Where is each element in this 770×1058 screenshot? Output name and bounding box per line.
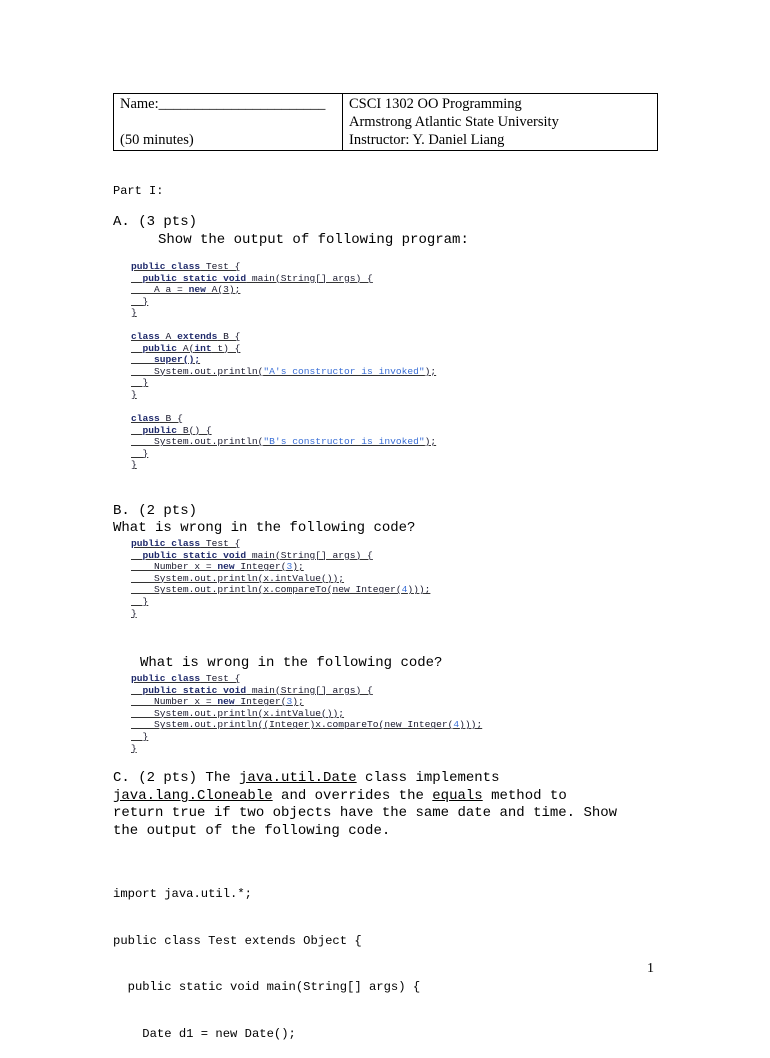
part-label: Part I: (113, 184, 164, 198)
code-line (131, 389, 436, 401)
code-token: System.out.println(x.intValue()); (131, 572, 345, 584)
code-line (131, 743, 482, 755)
section-a-prompt: Show the output of following program: (158, 232, 469, 248)
section-a-heading: A. (3 pts) (113, 214, 198, 230)
code-line (131, 608, 430, 620)
code-token: System.out.println( (131, 365, 264, 377)
code-token (131, 425, 143, 436)
code-token: public class (131, 673, 201, 684)
code-token: ); (424, 436, 437, 448)
code-token: 4 (453, 719, 460, 731)
section-b-heading: B. (2 pts) (113, 503, 198, 519)
code-token: A a = (131, 284, 189, 296)
code-token: } (131, 730, 149, 742)
code-token: public static void (142, 549, 247, 561)
code-line (131, 459, 436, 471)
code-token: 3 (286, 696, 293, 708)
code-block-a3 (131, 413, 436, 471)
java-lang-cloneable-ref: java.lang.Cloneable (113, 788, 273, 804)
code-token: Integer( (234, 696, 287, 708)
code-token: System.out.println(x.intValue()); (131, 707, 345, 719)
code-token: B() { (177, 424, 212, 436)
equals-ref: equals (432, 788, 483, 804)
code-line (131, 731, 482, 743)
header-right-cell (343, 94, 658, 151)
code-line (131, 596, 430, 608)
code-line (131, 561, 430, 573)
section-c-line-1 (113, 770, 499, 788)
code-token: } (131, 447, 149, 459)
code-line: public class Test extends Object { (113, 933, 362, 948)
duration-label: (50 minutes) (120, 132, 194, 148)
section-b-prompt-2: What is wrong in the following code? (140, 655, 443, 671)
code-token (131, 273, 143, 284)
code-token: t) { (211, 342, 241, 354)
code-token: main(String[] args) { (246, 272, 373, 284)
section-c-line-2-post: method to (482, 788, 567, 804)
code-token: ))); (459, 719, 483, 731)
code-line (131, 377, 436, 389)
code-token: new (217, 696, 235, 708)
code-line (131, 343, 436, 355)
code-line: import java.util.*; (113, 887, 252, 901)
code-token: System.out.println( (131, 436, 264, 448)
course-title: CSCI 1302 OO Programming (349, 96, 522, 112)
page-number: 1 (647, 961, 654, 976)
code-token: public class (131, 538, 201, 549)
code-token: public class (131, 261, 201, 272)
code-token: class (131, 413, 160, 424)
section-c-line-3: return true if two objects have the same date and time. Show (113, 805, 618, 821)
code-token: } (131, 307, 137, 319)
code-token: } (131, 459, 137, 471)
header-table (113, 93, 658, 151)
code-line (131, 436, 436, 448)
university-name: Armstrong Atlantic State University (349, 114, 559, 130)
code-token: public static void (142, 272, 247, 284)
code-token: super(); (154, 354, 201, 366)
code-token: Number x = (131, 696, 218, 708)
code-token: } (131, 742, 137, 754)
code-token: public (142, 342, 178, 354)
code-line (131, 425, 436, 437)
java-util-date-ref: java.util.Date (239, 770, 357, 786)
code-token: B { (159, 413, 183, 424)
code-token: "A's constructor is invoked" (263, 365, 425, 377)
code-block-b2 (131, 673, 482, 754)
code-block-a1 (131, 261, 373, 319)
code-token: } (131, 607, 137, 619)
code-line: public static void main(String[] args) { (113, 980, 421, 994)
code-token (131, 354, 154, 365)
code-token: } (131, 377, 149, 389)
code-line (131, 719, 482, 731)
code-token: A( (177, 342, 195, 354)
code-token: B { (217, 331, 241, 342)
code-line (131, 261, 373, 273)
code-token: } (131, 295, 149, 307)
code-token: "B's constructor is invoked" (263, 436, 425, 448)
code-line (131, 550, 430, 562)
section-c-line-2-mid: and overrides the (272, 788, 433, 804)
code-token: Test { (200, 261, 241, 272)
code-line (131, 273, 373, 285)
code-line (131, 696, 482, 708)
code-token: ); (424, 365, 437, 377)
code-token: A (159, 331, 178, 342)
code-token: main(String[] args) { (246, 549, 373, 561)
code-token: System.out.println((Integer)x.compareTo(new Integer( (131, 719, 454, 731)
code-token (131, 685, 143, 696)
code-token: new (188, 284, 206, 296)
code-token: int (194, 342, 212, 354)
code-token: ))); (407, 584, 431, 596)
code-token: public static void (142, 684, 247, 696)
code-line (131, 366, 436, 378)
code-block-a2 (131, 331, 436, 401)
code-token: 4 (401, 584, 408, 596)
code-line (131, 307, 373, 319)
code-line (131, 284, 373, 296)
code-line (131, 673, 482, 685)
code-token: 3 (286, 561, 293, 573)
code-token: System.out.println(x.compareTo(new Integer( (131, 584, 402, 596)
code-token: } (131, 595, 149, 607)
header-left-cell (114, 94, 343, 151)
code-block-c (113, 856, 420, 1058)
section-c-line-1-pre: C. (2 pts) The (113, 770, 240, 786)
section-c-line-4: the output of the following code. (113, 823, 391, 839)
code-token: Test { (200, 538, 241, 549)
name-field: Name:_______________________ (120, 96, 326, 112)
code-token: class (131, 331, 160, 342)
code-token (131, 343, 143, 354)
code-token (131, 550, 143, 561)
section-c-line-2 (113, 788, 567, 806)
code-line (131, 354, 436, 366)
section-b-prompt-1: What is wrong in the following code? (113, 520, 416, 536)
code-token: new (217, 561, 235, 573)
code-line (131, 708, 482, 720)
code-token: extends (177, 331, 218, 342)
code-token: public (142, 424, 178, 436)
code-line: Date d1 = new Date(); (113, 1026, 296, 1041)
code-line (131, 538, 430, 550)
code-token: main(String[] args) { (246, 684, 373, 696)
code-token: ); (292, 561, 304, 573)
instructor-name: Instructor: Y. Daniel Liang (349, 132, 505, 148)
code-token: } (131, 388, 137, 400)
code-line (131, 573, 430, 585)
code-token: Integer( (234, 561, 287, 573)
code-token: A(3); (205, 284, 241, 296)
section-c-line-1-post: class implements (356, 770, 500, 786)
code-token: ); (292, 696, 304, 708)
code-token: Test { (200, 673, 241, 684)
code-line (131, 584, 430, 596)
code-token: Number x = (131, 561, 218, 573)
code-line (131, 331, 436, 343)
code-line (131, 413, 436, 425)
code-line (131, 448, 436, 460)
code-block-b1 (131, 538, 430, 619)
code-line (131, 685, 482, 697)
code-line (131, 296, 373, 308)
